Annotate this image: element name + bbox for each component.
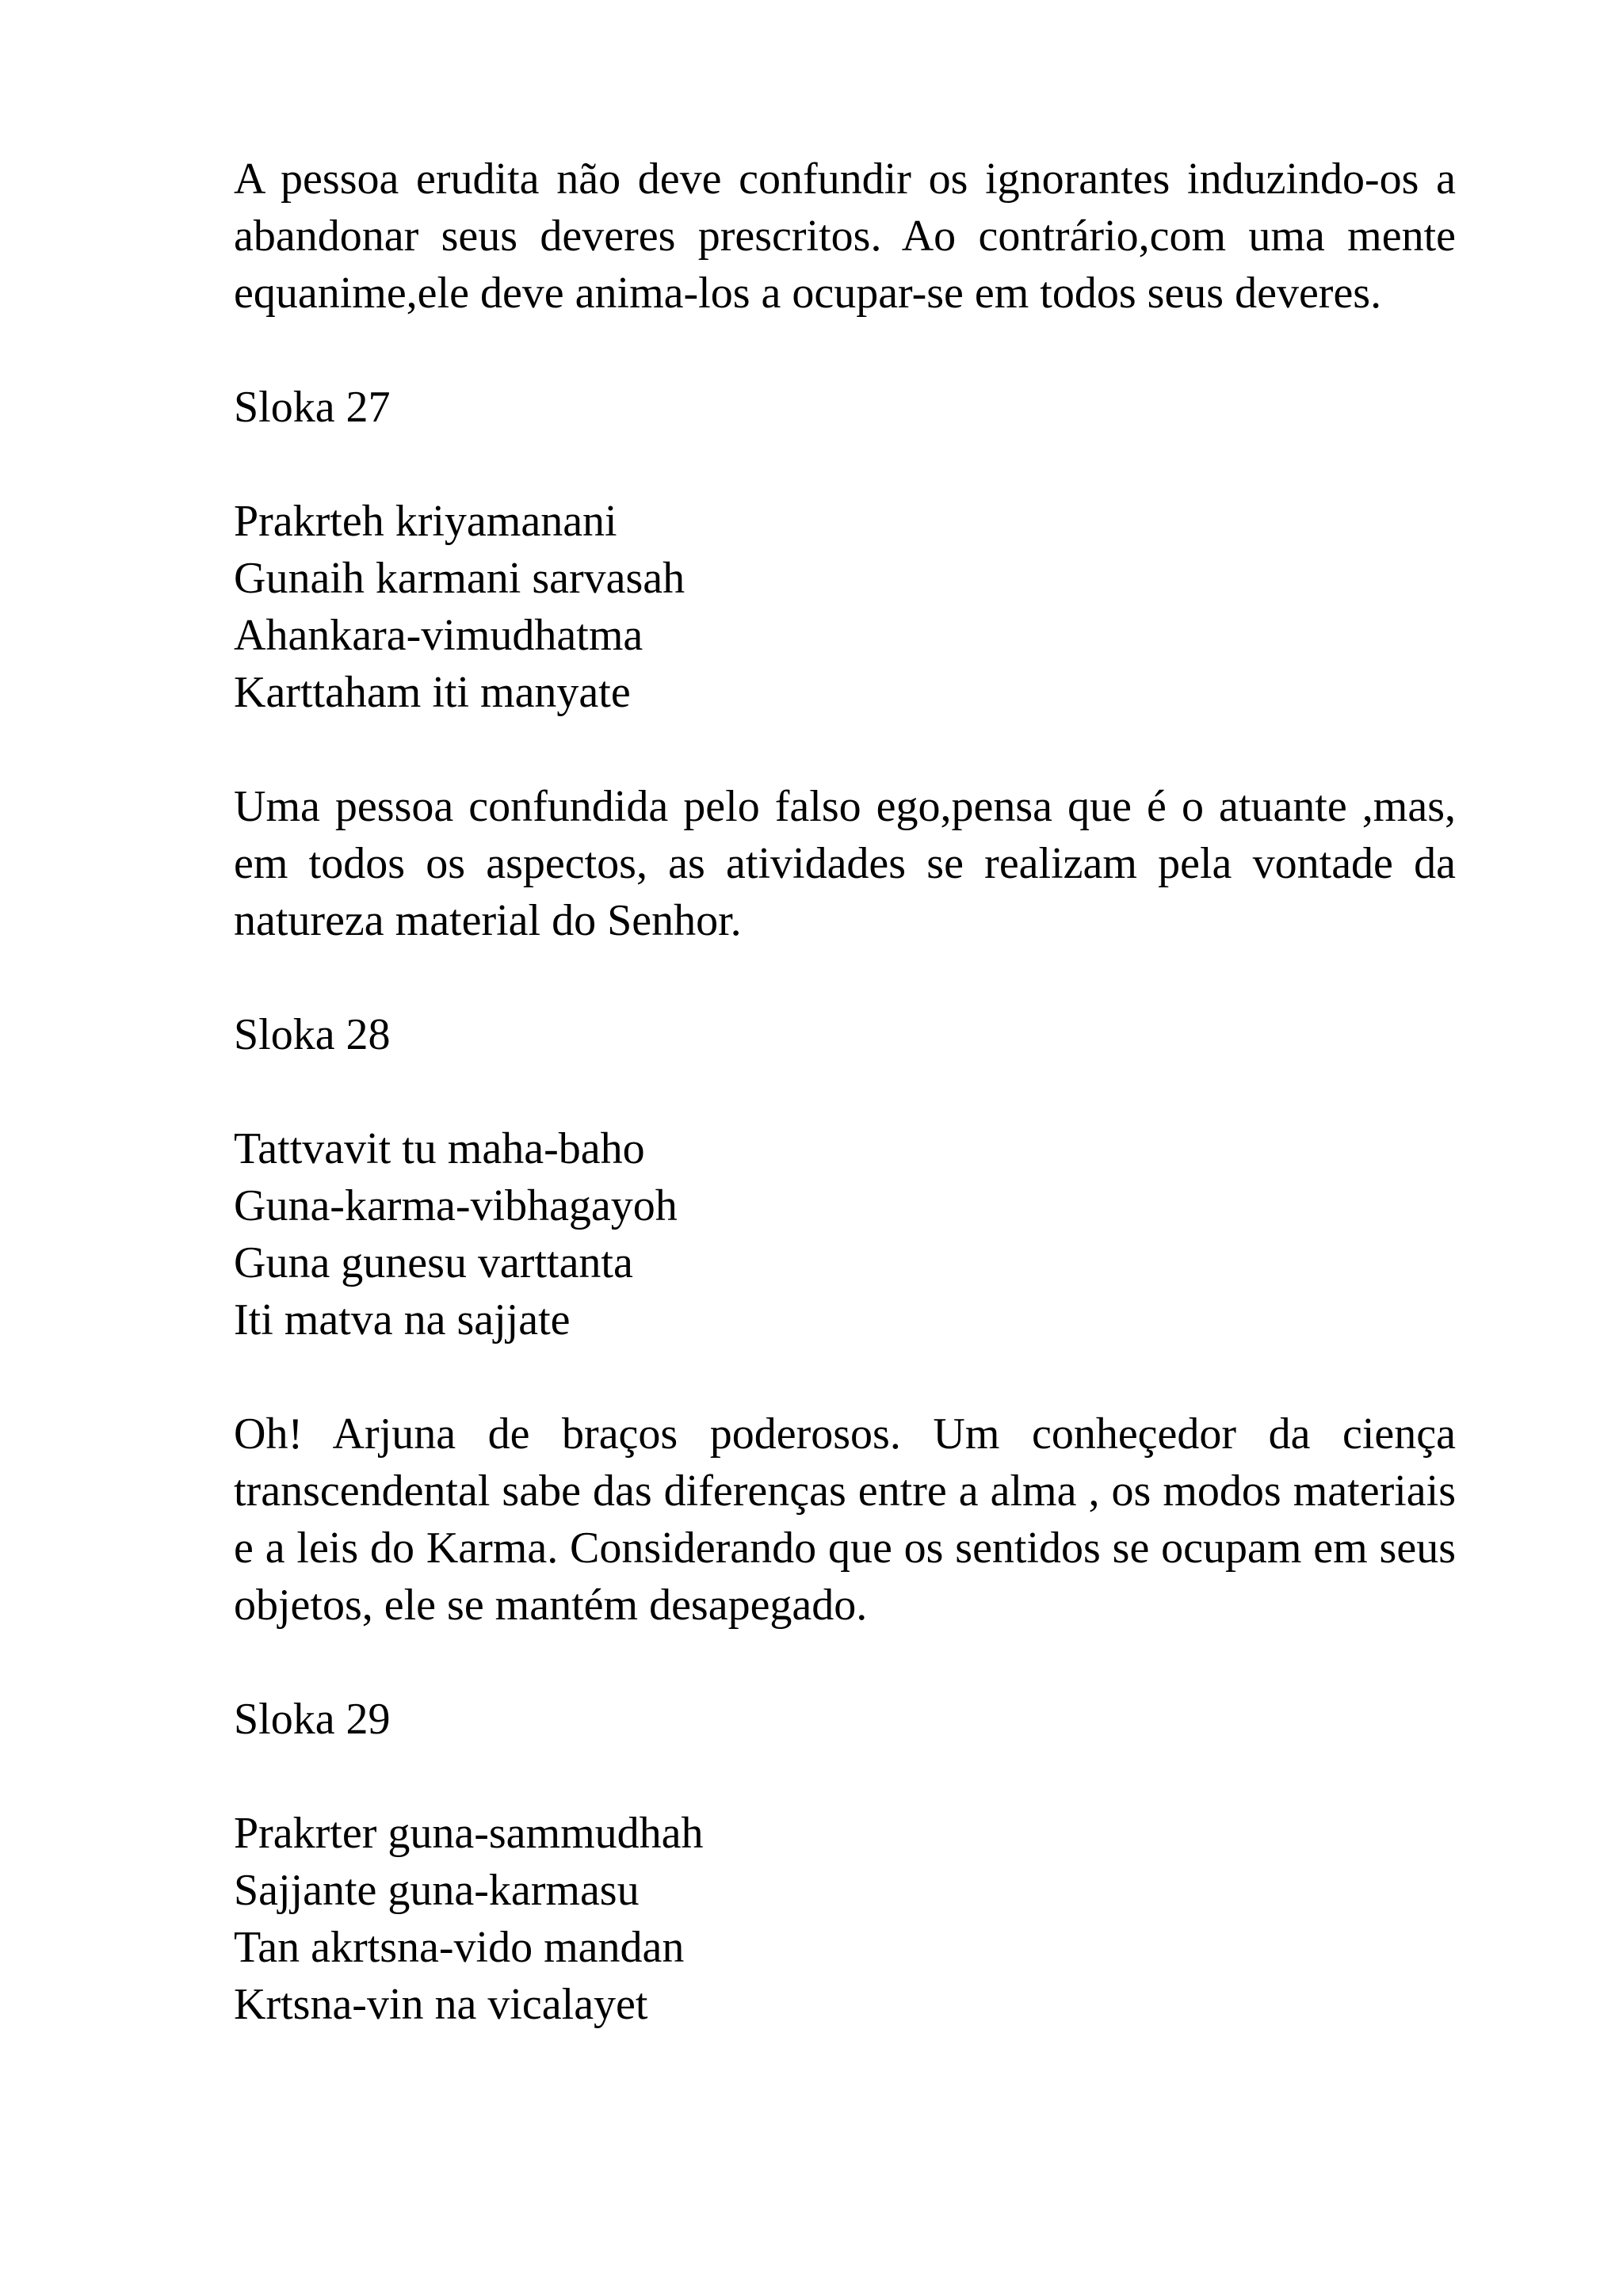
spacer: [234, 1748, 1456, 1805]
spacer: [234, 949, 1456, 1006]
spacer: [234, 721, 1456, 778]
sloka-28-heading: Sloka 28: [234, 1010, 391, 1059]
document-page: [234, 151, 1456, 2033]
sloka-29-heading: Sloka 29: [234, 1695, 391, 1744]
sloka-28-verse: [234, 1120, 1456, 1348]
verse-line: Karttaham iti manyate: [234, 668, 631, 717]
spacer: [234, 1063, 1456, 1120]
spacer: [234, 436, 1456, 493]
verse-line: Tan akrtsna-vido mandan: [234, 1923, 685, 1972]
spacer: [234, 322, 1456, 379]
verse-line: Iti matva na sajjate: [234, 1295, 571, 1344]
intro-paragraph: A pessoa erudita não deve confundir os ignorantes induzindo-os a abandonar seus deveres prescritos. Ao contrário,com uma mente equanime,ele deve anima-los a ocupar-se em todos seus deveres.: [234, 154, 1456, 318]
verse-line: Guna gunesu varttanta: [234, 1238, 633, 1287]
sloka-27-verse: [234, 493, 1456, 721]
spacer: [234, 1634, 1456, 1691]
sloka-27-heading: Sloka 27: [234, 383, 391, 432]
verse-line: Krtsna-vin na vicalayet: [234, 1980, 648, 2029]
sloka-29-verse: [234, 1805, 1456, 2033]
verse-line: Prakrteh kriyamanani: [234, 497, 617, 546]
verse-line: Ahankara-vimudhatma: [234, 611, 643, 660]
spacer: [234, 1348, 1456, 1405]
sloka-28-translation: Oh! Arjuna de braços poderosos. Um conheçedor da ciença transcendental sabe das diferenças entre a alma , os modos materiais e a leis do Karma. Considerando que os sentidos se ocupam em seus objetos, ele se mantém desapegado.: [234, 1409, 1456, 1630]
verse-line: Sajjante guna-karmasu: [234, 1866, 640, 1915]
verse-line: Guna-karma-vibhagayoh: [234, 1181, 678, 1230]
verse-line: Tattvavit tu maha-baho: [234, 1124, 645, 1173]
sloka-27-translation: Uma pessoa confundida pelo falso ego,pensa que é o atuante ,mas, em todos os aspectos, as atividades se realizam pela vontade da natureza material do Senhor.: [234, 782, 1456, 945]
verse-line: Gunaih karmani sarvasah: [234, 554, 685, 603]
verse-line: Prakrter guna-sammudhah: [234, 1809, 704, 1858]
